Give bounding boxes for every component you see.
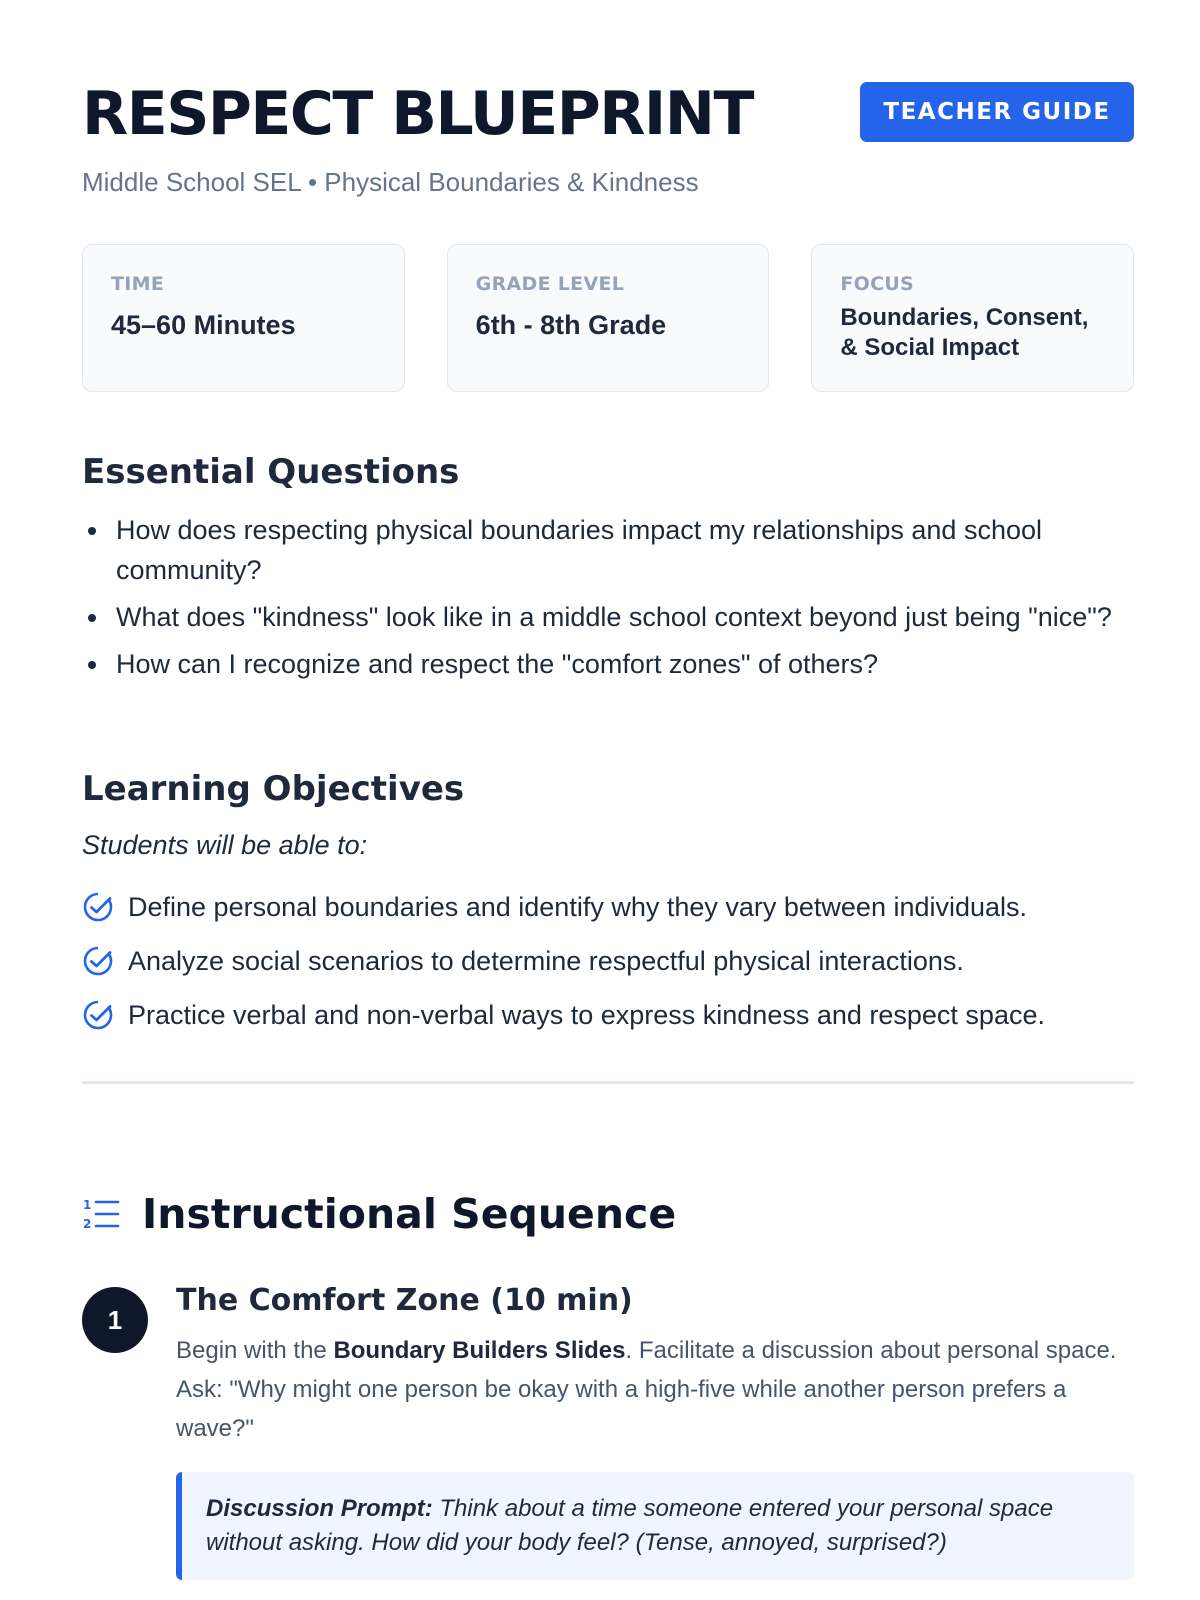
page-header [82,0,1134,210]
check-circle-icon [82,999,114,1031]
section-divider [82,1081,1134,1084]
svg-text:2: 2 [83,1217,92,1231]
objective-text: Practice verbal and non-verbal ways to express kindness and respect space. [128,999,1045,1030]
essential-questions-title: Essential Questions [82,452,460,492]
essential-questions-list [82,510,1134,691]
objectives-intro: Students will be able to: [82,830,368,860]
prompt-text: Think about a time someone entered your personal space without asking. How did your body feel? (Tense, annoyed, surprised?) [206,1495,1054,1556]
numbered-list-icon [82,1196,120,1232]
list-item: How can I recognize and respect the "comfort zones" of others? [82,644,1134,684]
card-value-line: & Social Impact [840,334,1020,361]
page-subtitle: Middle School SEL • Physical Boundaries & Kindness [82,167,699,197]
sequence-title: Instructional Sequence [142,1190,677,1238]
list-item [82,934,1142,988]
card-value: 6th - 8th Grade [475,310,667,340]
focus-card [811,244,1134,392]
list-item: How does respecting physical boundaries impact my relationships and school community? [82,510,1134,590]
grade-level-card [447,244,770,392]
learning-objectives-title: Learning Objectives [82,769,465,809]
card-value-line: Boundaries, Consent, [840,304,1089,331]
info-cards [82,244,1134,392]
step-title: The Comfort Zone (10 min) [176,1283,633,1318]
slides-reference: Boundary Builders Slides [333,1337,626,1364]
objective-text: Analyze social scenarios to determine respectful physical interactions. [128,945,964,976]
card-label: GRADE LEVEL [475,273,625,295]
time-card [82,244,405,392]
card-label: FOCUS [840,273,915,295]
page-title: RESPECT BLUEPRINT [82,79,753,149]
list-item [82,880,1142,934]
card-value [840,303,1105,363]
list-item: What does "kindness" look like in a middle school context beyond just being "nice"? [82,597,1134,637]
svg-text:1: 1 [83,1198,92,1212]
discussion-prompt-callout [176,1472,1134,1580]
step-text-after: . Facilitate a discussion about personal space. Ask: "Why might one person be okay with a high-five while another person prefers a wave?" [176,1337,1117,1442]
lesson-page [82,0,1134,1556]
learning-objectives-list [82,880,1142,1042]
step-number-badge: 1 [82,1287,148,1353]
card-value: 45–60 Minutes [111,310,296,340]
card-label: TIME [111,273,165,295]
step-body [176,1283,1134,1580]
list-item [82,988,1142,1042]
step-text-before: Begin with the [176,1337,334,1364]
teacher-guide-button[interactable]: TEACHER GUIDE [860,82,1134,142]
objective-text: Define personal boundaries and identify why they vary between individuals. [128,891,1028,922]
check-circle-icon [82,945,114,977]
prompt-label: Discussion Prompt: [206,1495,433,1522]
check-circle-icon [82,891,114,923]
sequence-header [82,1190,676,1238]
step-description [176,1331,1134,1448]
